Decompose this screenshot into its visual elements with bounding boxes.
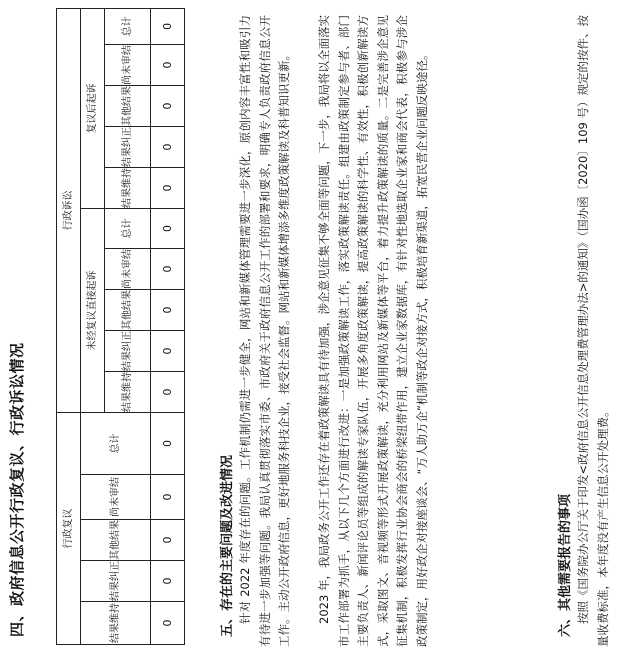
section5-paragraph-2-text: 2023 年，我局政务公开工作还存在着政策解读具有待加强，涉企意见征集不够全面等问题，下一步，我局将以全面落实市工作部署为抓手，从以下几个方面进行改进：一是加强政策解读工作，落实政策解读责任。组建由政策制定参与者、部门主要负责人、新闻评论员等组成的解读专家队伍，开展多角度政策解读，提高政策解读的科学性、有效性，积极创新解读方式，采取图文、音视频等形式开展政策解读，充分利用网站及新媒体等平台，着力提升政策解读的质量。二是完善涉企意见征集机制，积极发挥行业协会商会的桥梁纽带作用，建立企业家数据库，有针对性地选取企业家和商会代表，积极参与涉企政策制定，用好政企对接座谈会、“万人助万企”机制等政企对接方式，积极培育新渠道，拓宽民营企业问题反映途径。 [317, 15, 429, 647]
section6-paragraph [574, 15, 613, 647]
header-not-reviewed-sued: 未经复议直接起诉 [81, 208, 105, 412]
header-review-maintained: 结果维持 [81, 602, 151, 645]
table-cell: 0 [151, 520, 185, 561]
table-cell: 0 [151, 412, 185, 474]
header-review-total: 总计 [81, 412, 151, 474]
header-after-maintained: 结果维持 [105, 167, 151, 208]
header-review-corrected: 结果纠正 [81, 561, 151, 602]
section5-title: 五、存在的主要问题及改进情况 [220, 454, 235, 637]
table-cell: 0 [151, 561, 185, 602]
table-cell: 0 [151, 85, 185, 126]
header-review-other: 其他结果 [81, 520, 151, 561]
table-cell: 0 [151, 371, 185, 412]
table-cell: 0 [151, 248, 185, 289]
header-after-total: 总计 [105, 8, 151, 44]
table-header-row-2 [81, 8, 105, 644]
header-direct-maintained: 结果维持 [105, 371, 151, 412]
header-direct-other: 其他结果 [105, 289, 151, 330]
section6-paragraph-text: 按照《国务院办公厅关于印发<政府信息公开信息处理费管理办法>的通知》（国办函〔2020〕109 号）规定的按件、按量收费标准，本年度没有产生信息公开处理费。 [576, 15, 610, 647]
header-after-other: 其他结果 [105, 85, 151, 126]
header-admin-litigation: 行政诉讼 [57, 8, 81, 412]
header-direct-corrected: 结果纠正 [105, 330, 151, 371]
header-after-review-sued: 复议后起诉 [81, 8, 105, 208]
table-cell: 0 [151, 475, 185, 520]
header-direct-pending: 尚未审结 [105, 248, 151, 289]
table-row [151, 8, 185, 644]
table-cell: 0 [151, 289, 185, 330]
table-cell: 0 [151, 602, 185, 645]
table-cell: 0 [151, 44, 185, 85]
section6-title: 六、其他需要报告的事项 [558, 493, 573, 637]
header-after-pending: 尚未审结 [105, 44, 151, 85]
table-cell: 0 [151, 330, 185, 371]
section5-paragraph-1-text: 针对 2022 年度存在的问题。工作机制仍需进一步健全，网站和新媒体管理需要进一步深化，原创内容丰富性和吸引力有待进一步加强等问题。我局认真贯彻落实市委、市政府关于政府信息公开工作的部署和要求，明确专人负责政府信息公开工作。主动公开政府信息，更好地服务科技企业，接受社会监督。网站和新媒体增添多维度政策解读及科普知识更新。 [238, 15, 291, 647]
review-litigation-table [56, 8, 185, 645]
header-review-pending: 尚未审结 [81, 475, 151, 520]
section5-paragraph-1 [236, 15, 295, 647]
table-cell: 0 [151, 167, 185, 208]
header-after-corrected: 结果纠正 [105, 126, 151, 167]
table-cell: 0 [151, 8, 185, 44]
header-admin-review: 行政复议 [57, 412, 81, 644]
table-cell: 0 [151, 208, 185, 248]
table-cell: 0 [151, 126, 185, 167]
section5-paragraph-2 [315, 15, 432, 647]
section4-title: 四、政府信息公开行政复议、行政诉讼情况 [8, 342, 26, 637]
table-header-row-1 [57, 8, 81, 644]
header-direct-total: 总计 [105, 208, 151, 248]
